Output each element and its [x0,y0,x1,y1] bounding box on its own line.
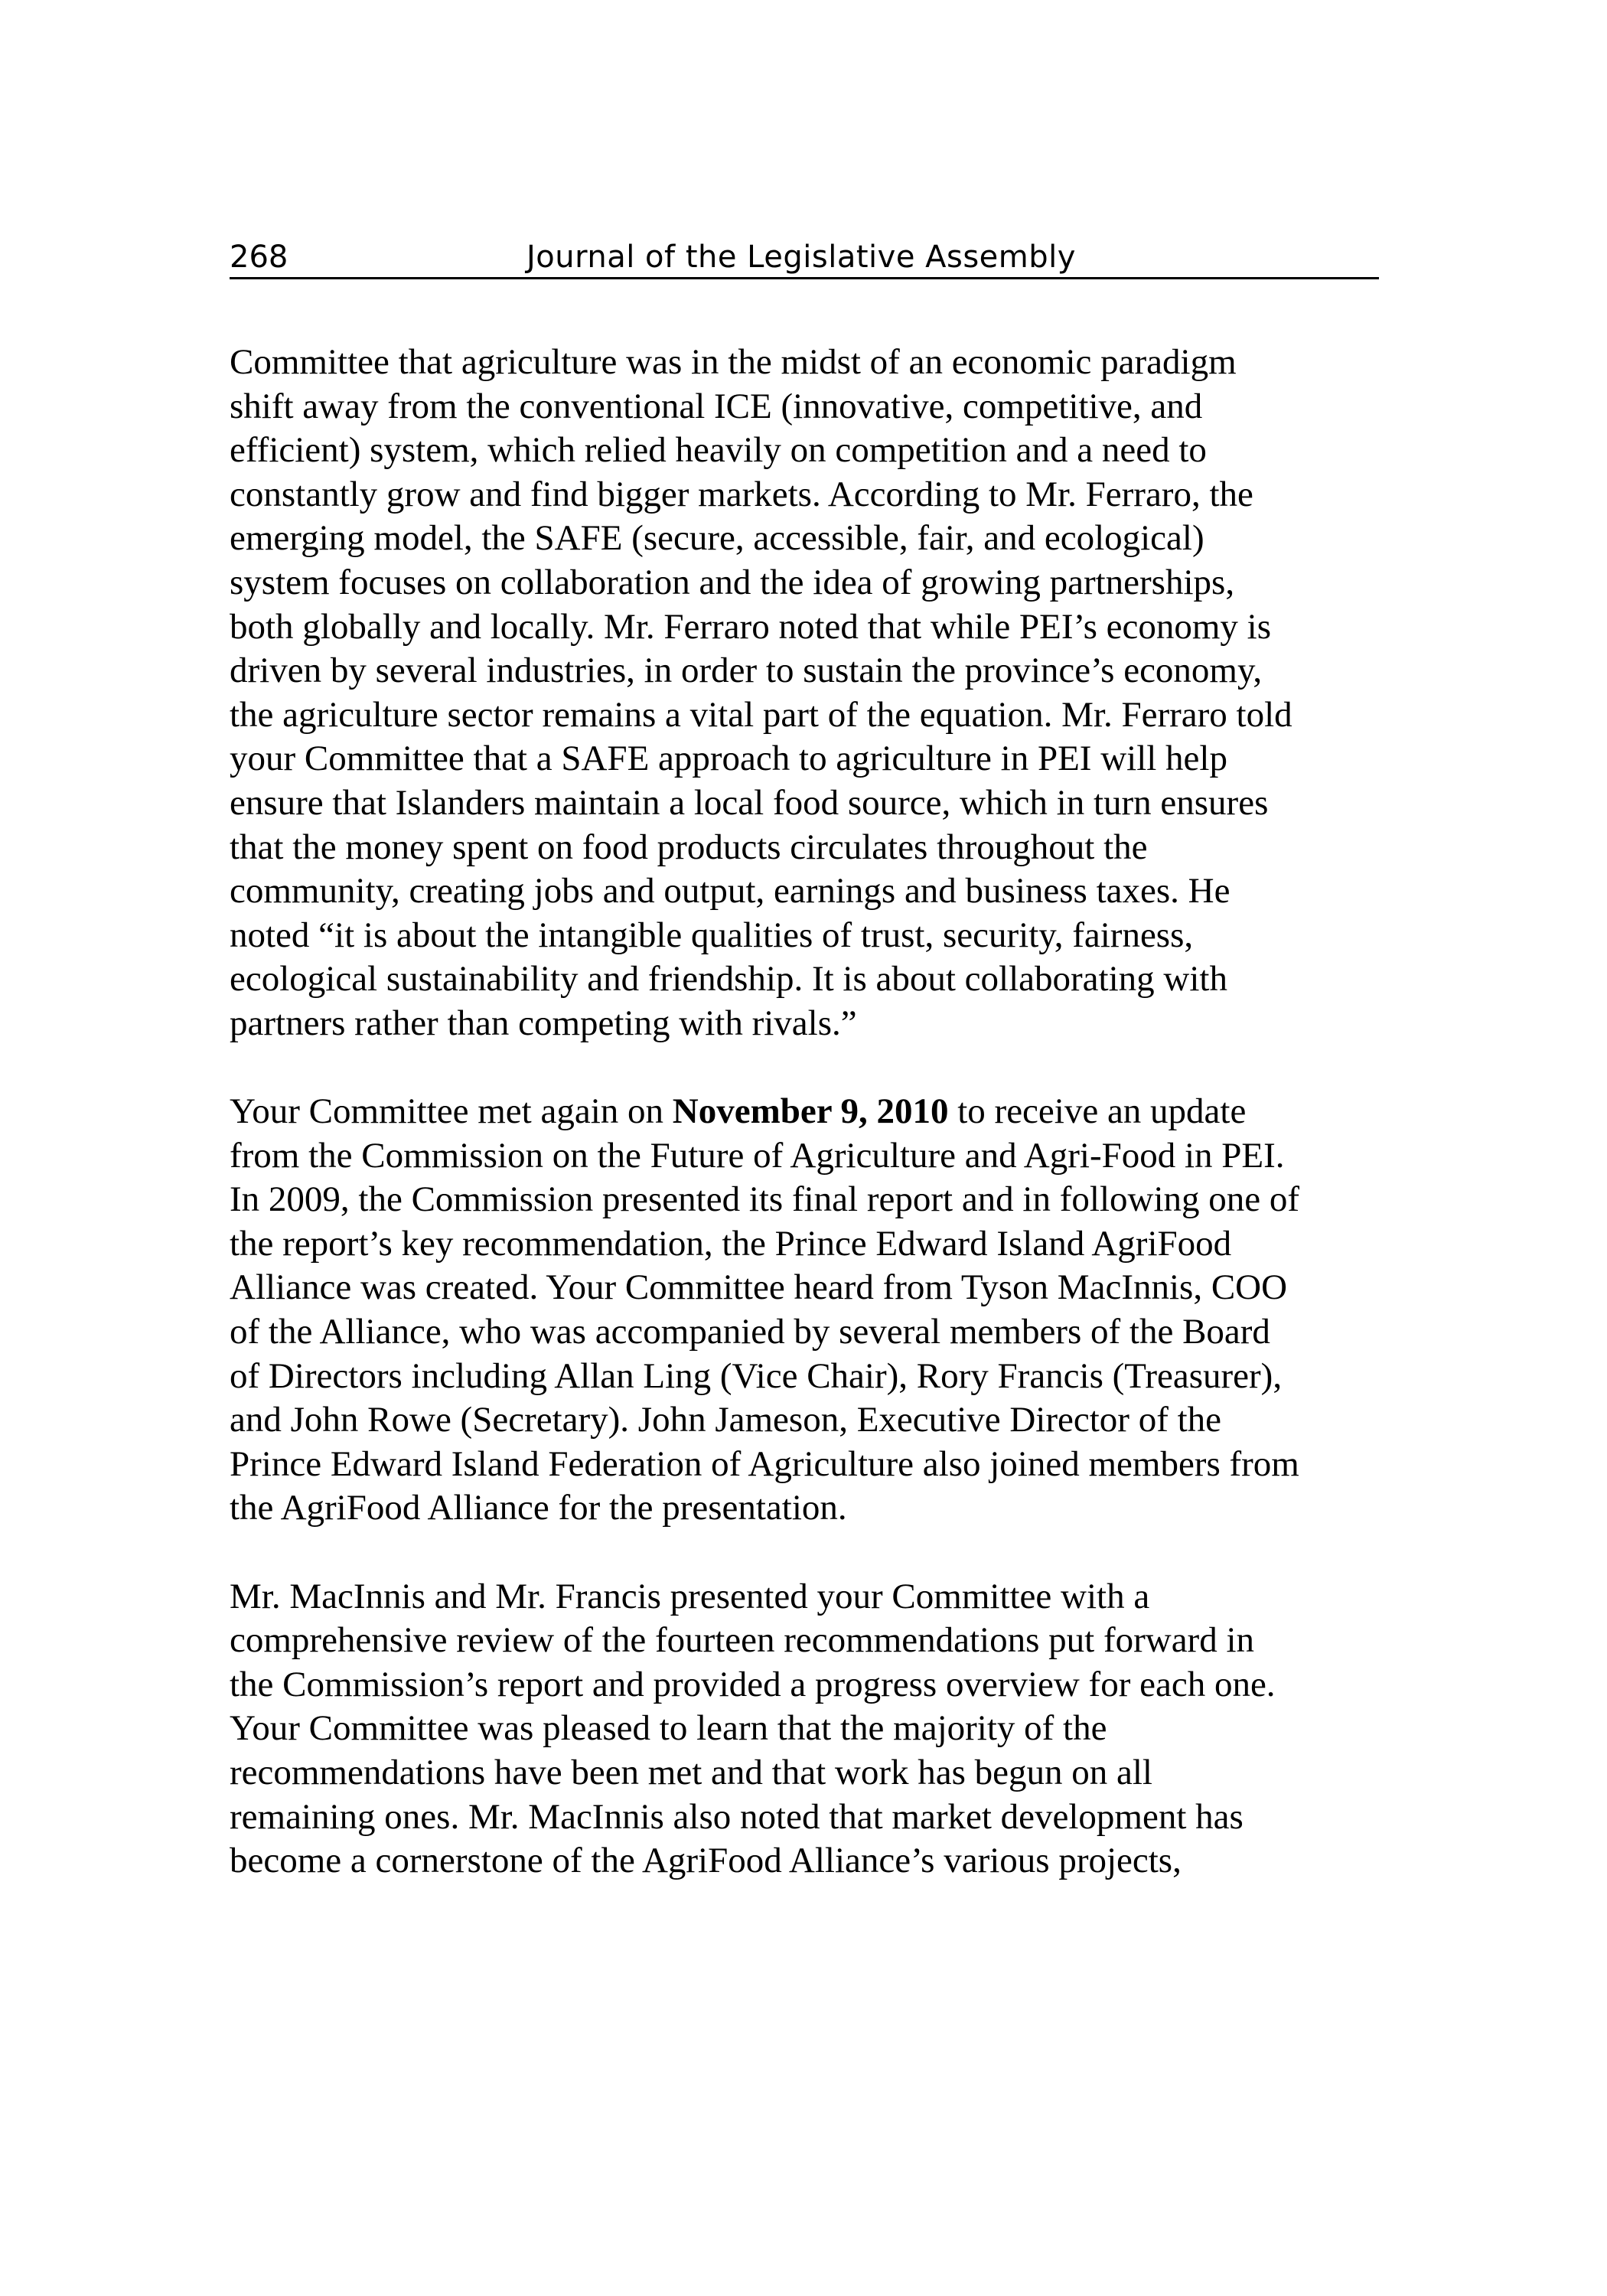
text-line [230,1090,1423,1134]
text-line: emerging model, the SAFE (secure, accessible, fair, and ecological) [230,518,1204,559]
text-run: to receive an update [948,1091,1247,1132]
text-line: from the Commission on the Future of Agriculture and Agri-Food in PEI. [230,1135,1285,1176]
running-header [230,230,1379,279]
text-line: efficient) system, which relied heavily on competition and a need to [230,430,1207,471]
text-line: the AgriFood Alliance for the presentation. [230,1488,847,1528]
text-line: Prince Edward Island Federation of Agriculture also joined members from [230,1443,1299,1484]
text-line: of the Alliance, who was accompanied by several members of the Board [230,1312,1270,1352]
page-number: 268 [230,240,288,275]
text-line: noted “it is about the intangible qualities of trust, security, fairness, [230,915,1194,955]
text-line: become a cornerstone of the AgriFood Alliance’s various projects, [230,1841,1182,1881]
text-line: In 2009, the Commission presented its final report and in following one of [230,1179,1300,1220]
text-line: driven by several industries, in order to sustain the province’s economy, [230,651,1263,691]
text-run: Your Committee met again on [230,1091,673,1132]
text-line: recommendations have been met and that work has begun on all [230,1753,1152,1792]
meeting-date: November 9, 2010 [672,1091,949,1132]
paragraph-2 [230,1090,1423,1531]
text-line: shift away from the conventional ICE (innovative, competitive, and [230,386,1203,426]
text-line: constantly grow and find bigger markets. According to Mr. Ferraro, the [230,474,1253,514]
text-line: your Committee that a SAFE approach to agriculture in PEI will help [230,739,1227,779]
text-line: community, creating jobs and output, earnings and business taxes. He [230,871,1231,912]
text-line: ecological sustainability and friendship. It is about collaborating with [230,959,1227,1000]
text-line: the agriculture sector remains a vital part of the equation. Mr. Ferraro told [230,694,1292,735]
text-line: Alliance was created. Your Committee heard from Tyson MacInnis, COO [230,1267,1288,1308]
text-line: that the money spent on food products circulates throughout the [230,827,1148,867]
text-line: and John Rowe (Secretary). John Jameson, Executive Director of the [230,1400,1222,1440]
text-line: the Commission’s report and provided a progress overview for each one. [230,1664,1276,1704]
text-line: system focuses on collaboration and the idea of growing partnerships, [230,562,1235,602]
body-text [230,341,1423,1927]
text-line: Mr. MacInnis and Mr. Francis presented your Committee with a [230,1576,1150,1616]
text-line: the report’s key recommendation, the Prince Edward Island AgriFood [230,1223,1232,1264]
paragraph-1 [230,341,1423,1046]
paragraph-3 [230,1575,1423,1883]
text-line: ensure that Islanders maintain a local food source, which in turn ensures [230,782,1269,823]
text-line: of Directors including Allan Ling (Vice Chair), Rory Francis (Treasurer), [230,1355,1283,1396]
text-line: comprehensive review of the fourteen recommendations put forward in [230,1620,1255,1661]
journal-title: Journal of the Legislative Assembly [526,240,1076,275]
text-line: both globally and locally. Mr. Ferraro noted that while PEI’s economy is [230,606,1272,647]
text-line: partners rather than competing with rivals.” [230,1003,857,1043]
text-line: Your Committee was pleased to learn that the majority of the [230,1708,1107,1749]
text-line: Committee that agriculture was in the midst of an economic paradigm [230,342,1237,382]
text-line: remaining ones. Mr. MacInnis also noted that market development has [230,1796,1244,1837]
